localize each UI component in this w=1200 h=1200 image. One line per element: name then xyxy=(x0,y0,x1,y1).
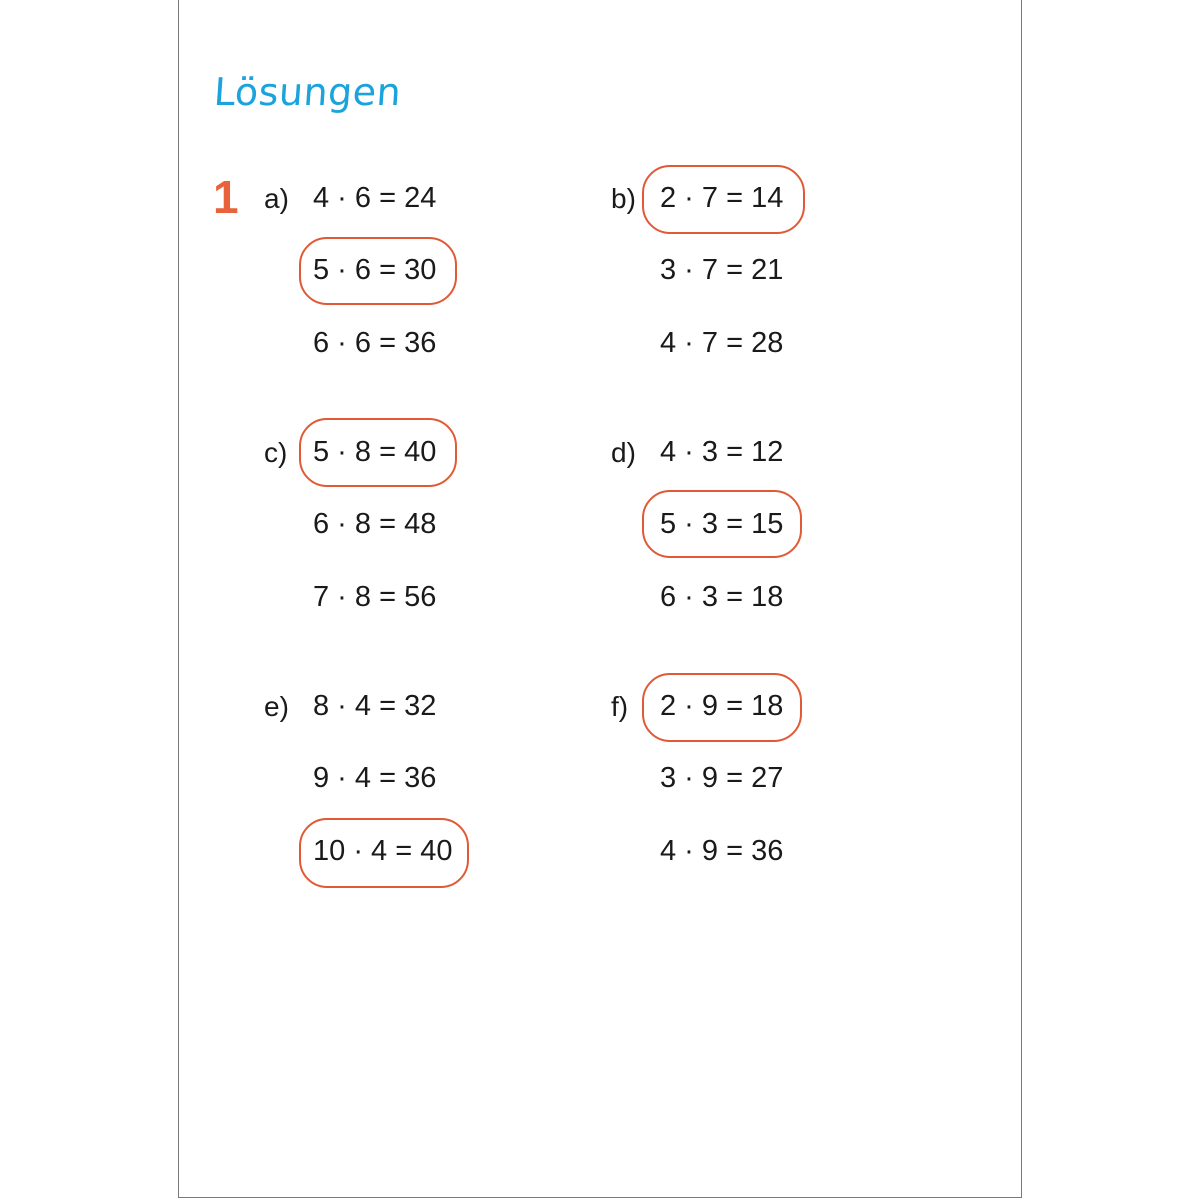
group-d-label: d) xyxy=(611,437,636,468)
group-f-answer-circle xyxy=(642,673,802,742)
group-e-row-1: 8 · 4 = 32 xyxy=(313,690,437,722)
group-c-label: c) xyxy=(264,437,288,468)
group-a-row-2: 5 · 6 = 30 xyxy=(313,254,437,286)
group-a-row-1: 4 · 6 = 24 xyxy=(313,182,437,214)
group-e-answer-circle xyxy=(299,818,469,888)
group-d-row-2: 5 · 3 = 15 xyxy=(660,508,784,540)
page-title: Lösungen xyxy=(212,70,403,114)
group-e-row-2: 9 · 4 = 36 xyxy=(313,762,437,794)
group-a-label: a) xyxy=(264,183,289,214)
group-b-row-1: 2 · 7 = 14 xyxy=(660,182,784,214)
group-f-row-2: 3 · 9 = 27 xyxy=(660,762,784,794)
group-c-row-1: 5 · 8 = 40 xyxy=(313,436,437,468)
group-a-answer-circle xyxy=(299,237,457,305)
group-e-label: e) xyxy=(264,691,289,722)
group-b-label: b) xyxy=(611,183,636,214)
group-e-row-3: 10 · 4 = 40 xyxy=(313,835,453,867)
group-c-row-2: 6 · 8 = 48 xyxy=(313,508,437,540)
group-b-row-3: 4 · 7 = 28 xyxy=(660,327,784,359)
group-f-row-1: 2 · 9 = 18 xyxy=(660,690,784,722)
group-d-row-1: 4 · 3 = 12 xyxy=(660,436,784,468)
task-number: 1 xyxy=(213,171,239,223)
group-c-row-3: 7 · 8 = 56 xyxy=(313,581,437,613)
group-c-answer-circle xyxy=(299,418,457,487)
group-b-row-2: 3 · 7 = 21 xyxy=(660,254,784,286)
group-f-label: f) xyxy=(611,691,629,722)
group-a-row-3: 6 · 6 = 36 xyxy=(313,327,437,359)
group-d-answer-circle xyxy=(642,490,802,558)
worksheet-page xyxy=(178,0,1022,1198)
group-b-answer-circle xyxy=(642,165,805,234)
group-d-row-3: 6 · 3 = 18 xyxy=(660,581,784,613)
group-f-row-3: 4 · 9 = 36 xyxy=(660,835,784,867)
